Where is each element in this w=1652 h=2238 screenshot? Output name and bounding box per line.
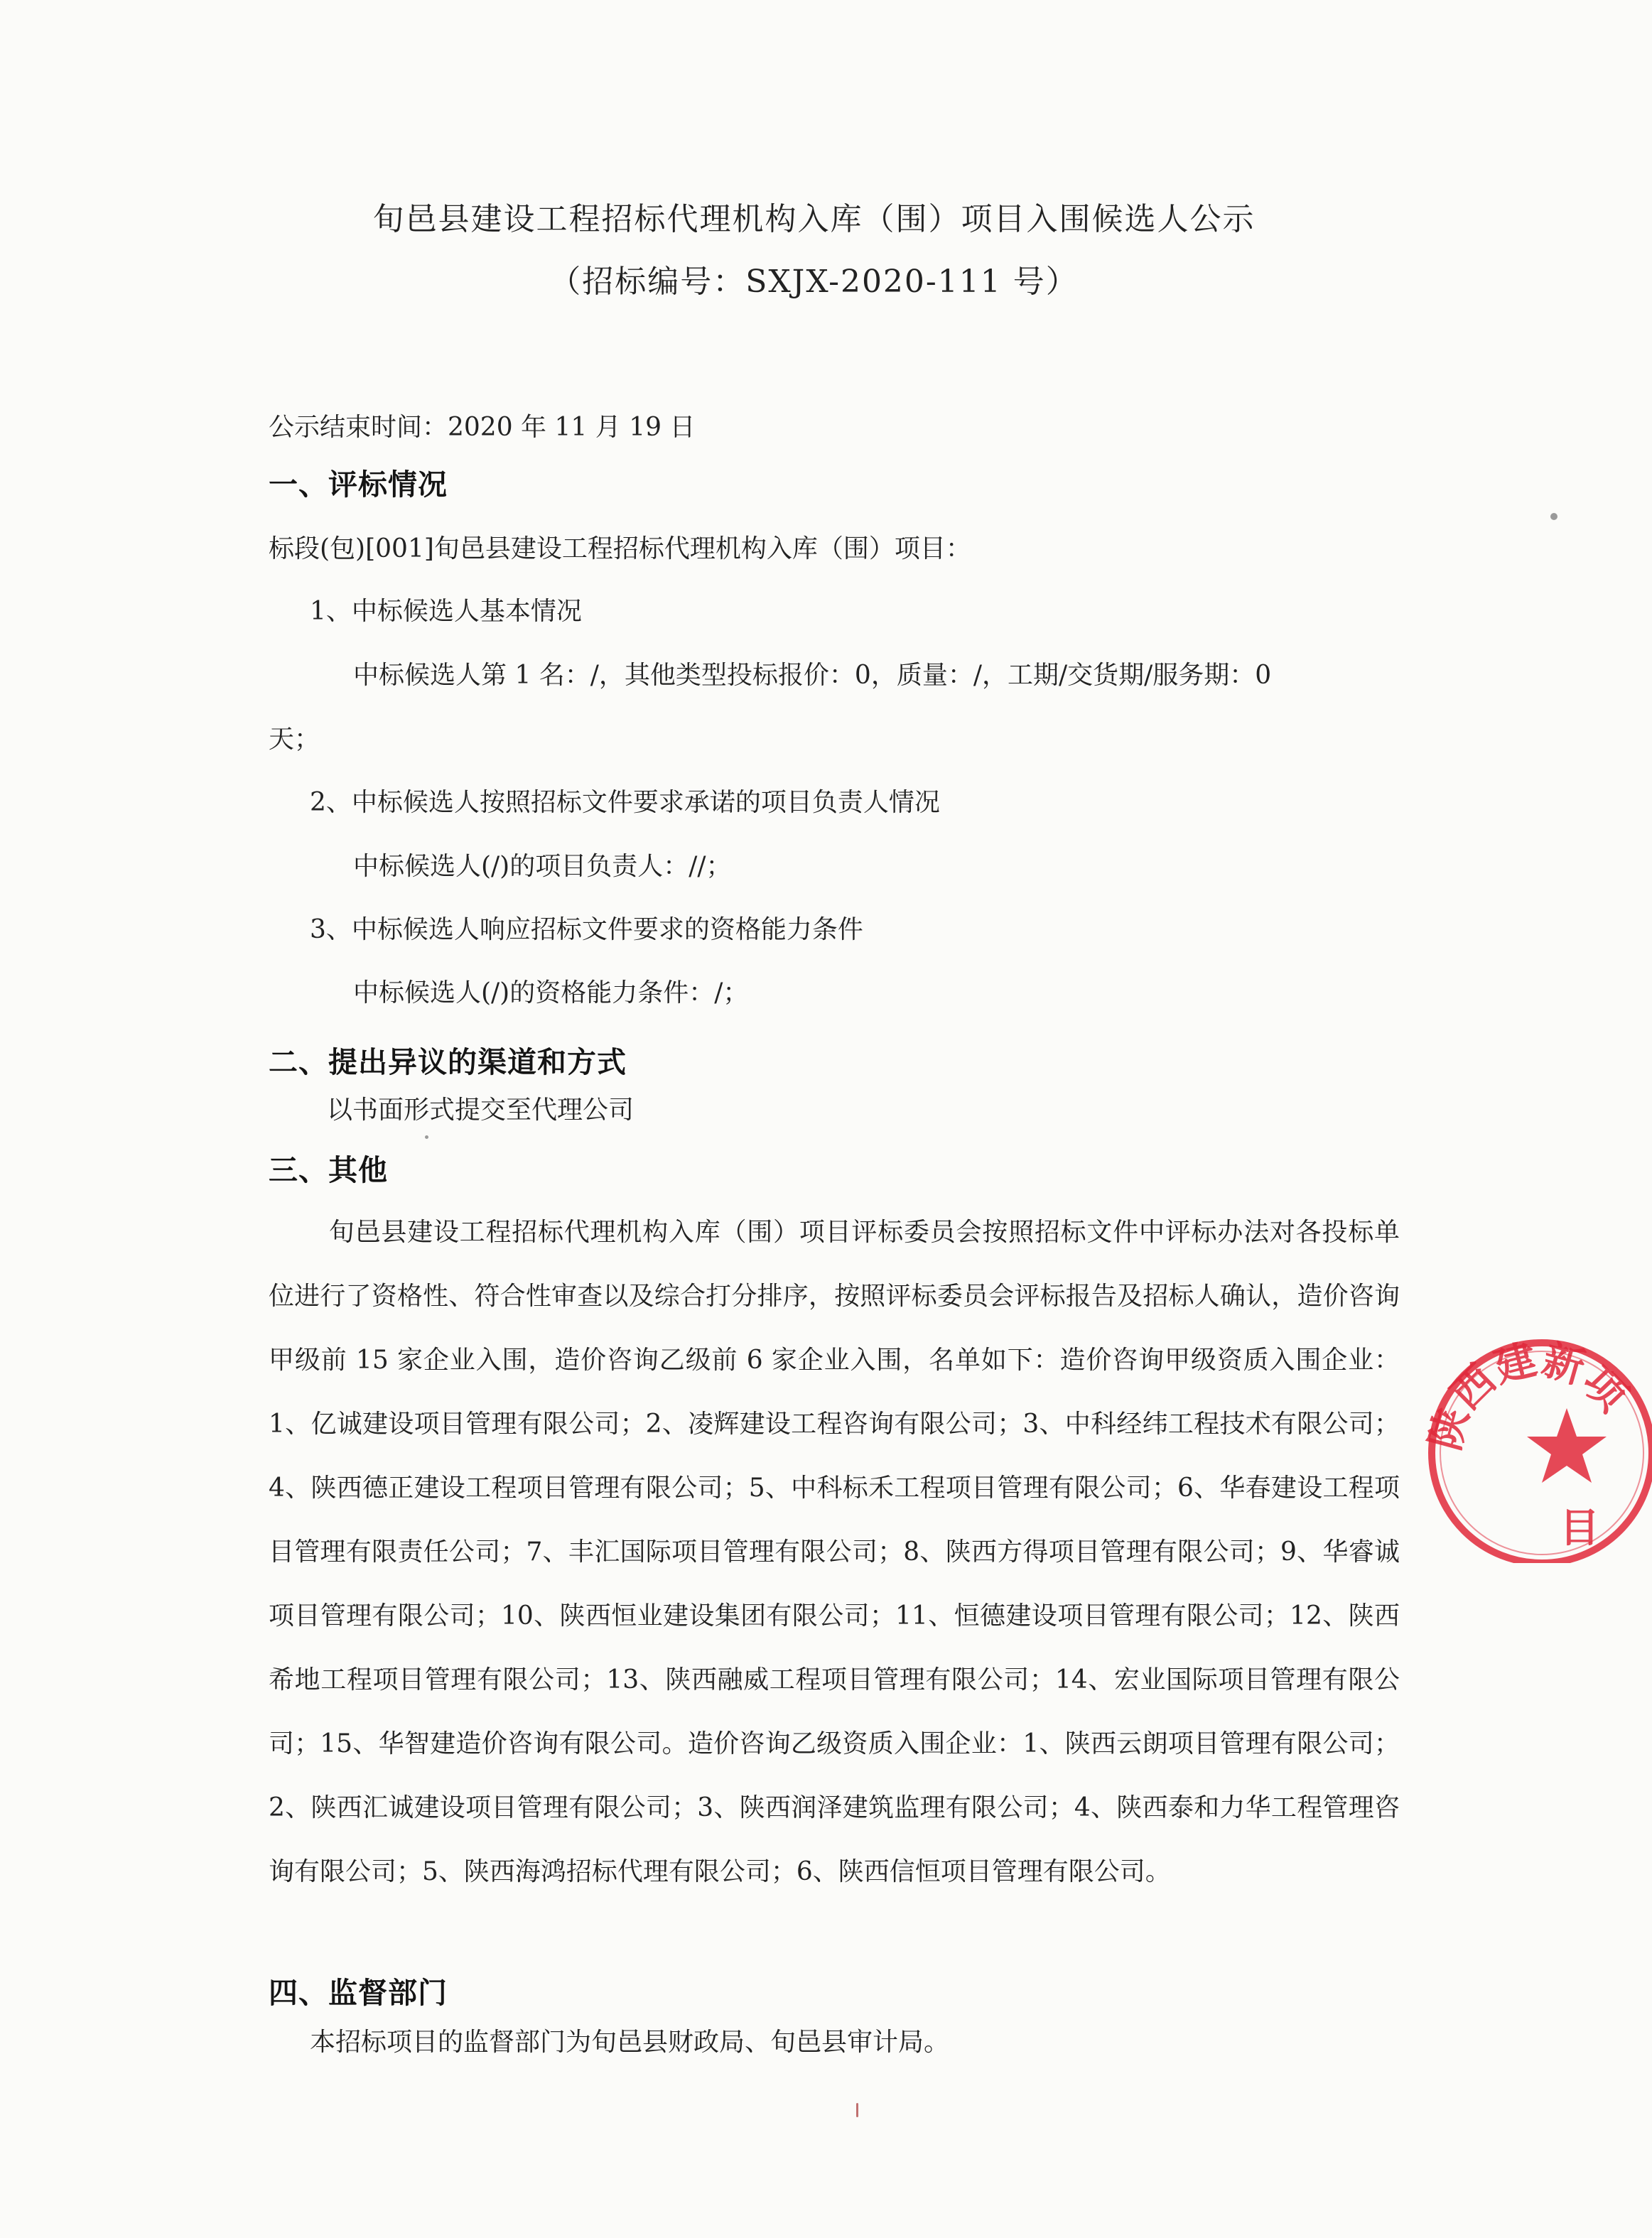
section3-heading: 三、其他: [269, 1153, 388, 1187]
document-title: 旬邑县建设工程招标代理机构入库（围）项目入围候选人公示: [372, 201, 1256, 237]
section4-heading: 四、监督部门: [269, 1976, 448, 2010]
seal-bottom-text: 目: [1560, 1505, 1599, 1552]
section2-text: 以书面形式提交至代理公司: [327, 1096, 635, 1125]
section1-item1-line2: 天；: [269, 725, 320, 754]
seal-arc-text: 陕西建新项: [1420, 1334, 1637, 1455]
section1-item3-line: 中标候选人(/)的资格能力条件：/；: [353, 978, 749, 1007]
official-seal-stamp: [1418, 1329, 1652, 1563]
section1-item1-line1: 中标候选人第 1 名：/，其他类型投标报价：0，质量：/，工期/交货期/服务期：0: [353, 661, 1272, 690]
tender-number: （招标编号：SXJX-2020-111 号）: [549, 264, 1079, 300]
section1-item2-title: 2、中标候选人按照招标文件要求承诺的项目负责人情况: [310, 788, 940, 817]
scan-speck: [1550, 513, 1557, 520]
section1-heading: 一、评标情况: [269, 467, 448, 502]
scan-speck: [425, 1135, 428, 1139]
scan-speck: [856, 2103, 858, 2117]
section1-item1-title: 1、中标候选人基本情况: [310, 597, 582, 626]
section1-package: 标段(包)[001]旬邑县建设工程招标代理机构入库（围）项目：: [269, 534, 971, 563]
section2-heading: 二、提出异议的渠道和方式: [269, 1045, 627, 1079]
section1-item2-line: 中标候选人(/)的项目负责人：//；: [353, 852, 732, 881]
section4-text: 本招标项目的监督部门为旬邑县财政局、旬邑县审计局。: [310, 2028, 950, 2057]
seal-star-icon: [1527, 1408, 1607, 1483]
section3-paragraph-text: 旬邑县建设工程招标代理机构入库（围）项目评标委员会按照招标文件中评标办法对各投标单位进行了资格性、符合性审查以及综合打分排序，按照评标委员会评标报告及招标人确认，造价咨询甲级前 15 家企业入围，造价咨询乙级前 6 家企业入围，名单如下：造价咨询甲级资质入围企业：1、亿诚建设项目管理有限公司；2、凌辉建设工程咨询有限公司；3、中科经纬工程技术有限公司；4、陕西德正建设工程项目管理有限公司；5、中科标禾工程项目管理有限公司；6、华春建设工程项目管理有限责任公司；7、丰汇国际项目管理有限公司；8、陕西方得项目管理有限公司；9、华睿诚项目管理有限公司；10、陕西恒业建设集团有限公司；11、恒德建设项目管理有限公司；12、陕西希地工程项目管理有限公司；13、陕西融威工程项目管理有限公司；14、宏业国际项目管理有限公司；15、华智建造价咨询有限公司。造价咨询乙级资质入围企业：1、陕西云朗项目管理有限公司；2、陕西汇诚建设项目管理有限公司；3、陕西润泽建筑监理有限公司；4、陕西泰和力华工程管理咨询有限公司；5、陕西海鸿招标代理有限公司；6、陕西信恒项目管理有限公司。: [269, 1218, 1400, 1886]
section3-paragraph: [269, 1201, 1400, 1904]
announcement-end-time: 公示结束时间：2020 年 11 月 19 日: [269, 413, 696, 442]
section1-item3-title: 3、中标候选人响应招标文件要求的资格能力条件: [310, 915, 863, 944]
